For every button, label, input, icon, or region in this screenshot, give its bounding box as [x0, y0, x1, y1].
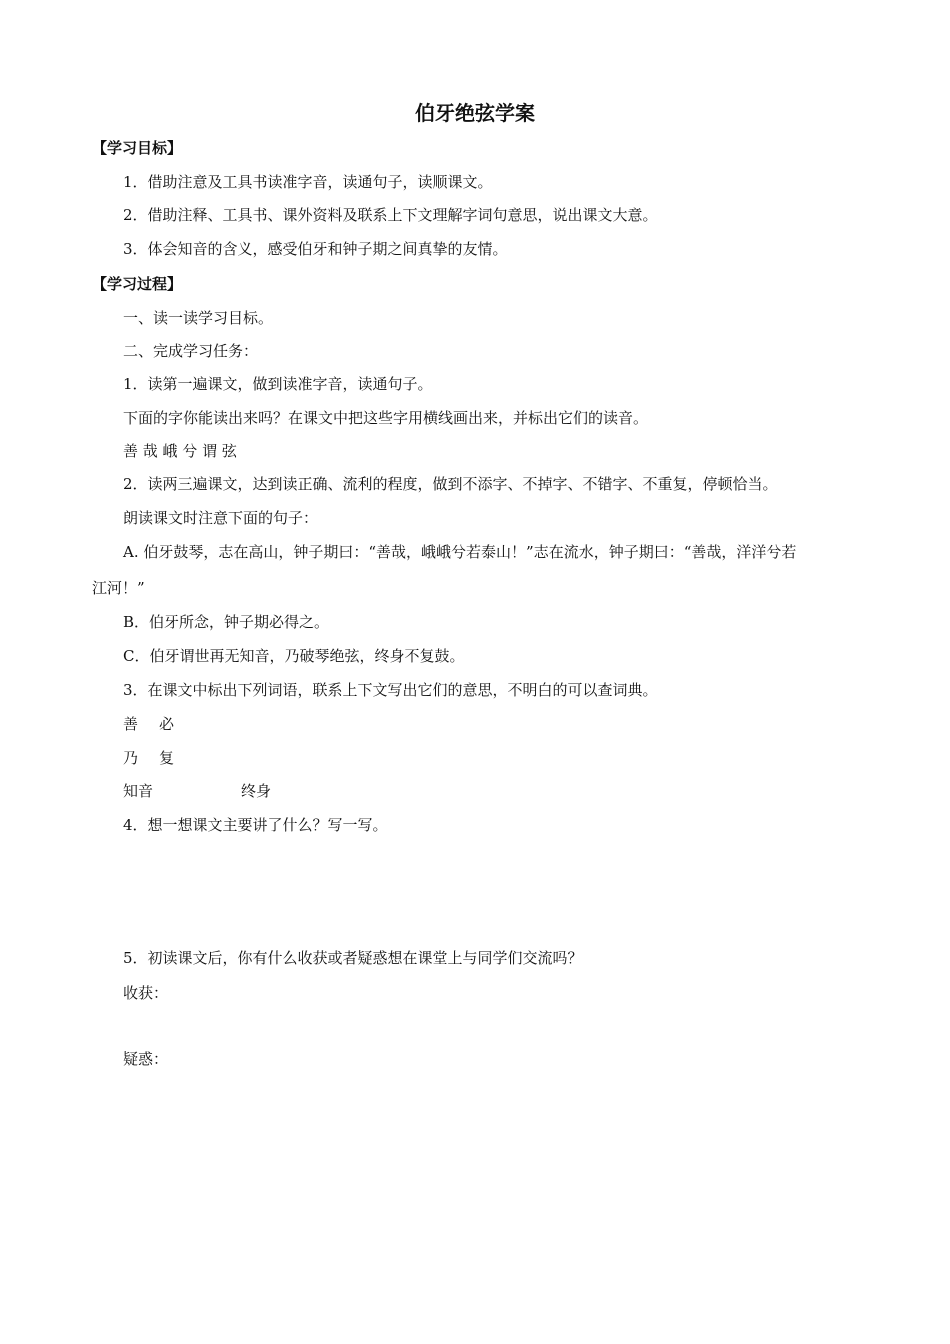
sentence-a-line-2: 江河！” — [92, 579, 145, 597]
word-nai: 乃 — [123, 749, 139, 767]
goal-item-1: 1．借助注意及工具书读准字音，读通句子，读顺课文。 — [123, 173, 493, 191]
task-1: 1．读第一遍课文，做到读准字音，读通句子。 — [123, 375, 433, 393]
task-4: 4．想一想课文主要讲了什么？写一写。 — [123, 816, 388, 834]
document-title: 伯牙绝弦学案 — [415, 101, 535, 125]
task-2: 2．读两三遍课文，达到读正确、流利的程度，做到不添字、不掉字、不错字、不重复，停顿恰当。 — [123, 475, 778, 493]
task-2-intro: 朗读课文时注意下面的句子： — [123, 509, 319, 527]
section-heading-goals: 【学习目标】 — [92, 139, 183, 157]
word-bi: 必 — [159, 715, 175, 733]
word-shan: 善 — [123, 715, 139, 733]
section-heading-process: 【学习过程】 — [92, 275, 183, 293]
process-step-1: 一、读一读学习目标。 — [123, 309, 274, 327]
goal-item-2: 2．借助注释、工具书、课外资料及联系上下文理解字词句意思，说出课文大意。 — [123, 206, 658, 224]
doubt-label: 疑惑： — [123, 1050, 169, 1068]
word-zhongshen: 终身 — [241, 782, 272, 800]
task-1-characters: 善 哉 峨 兮 谓 弦 — [123, 442, 237, 460]
task-3: 3．在课文中标出下列词语，联系上下文写出它们的意思，不明白的可以查词典。 — [123, 681, 658, 699]
task-5: 5．初读课文后，你有什么收获或者疑惑想在课堂上与同学们交流吗？ — [123, 949, 583, 967]
sentence-b: B．伯牙所念，钟子期必得之。 — [123, 613, 330, 631]
sentence-a-line-1: A. 伯牙鼓琴，志在高山，钟子期曰：“善哉，峨峨兮若泰山！”志在流水，钟子期曰：“善哉，洋洋兮若 — [123, 543, 797, 561]
word-fu: 复 — [159, 749, 175, 767]
sentence-c: C．伯牙谓世再无知音，乃破琴绝弦，终身不复鼓。 — [123, 647, 465, 665]
process-step-2: 二、完成学习任务： — [123, 342, 259, 360]
goal-item-3: 3．体会知音的含义，感受伯牙和钟子期之间真挚的友情。 — [123, 240, 508, 258]
word-row-3 — [123, 781, 271, 801]
word-row-1 — [123, 714, 174, 734]
word-row-2 — [123, 748, 174, 768]
word-zhiyin: 知音 — [123, 782, 154, 800]
task-1-question: 下面的字你能读出来吗？在课文中把这些字用横线画出来，并标出它们的读音。 — [123, 409, 649, 427]
gain-label: 收获： — [123, 984, 169, 1002]
